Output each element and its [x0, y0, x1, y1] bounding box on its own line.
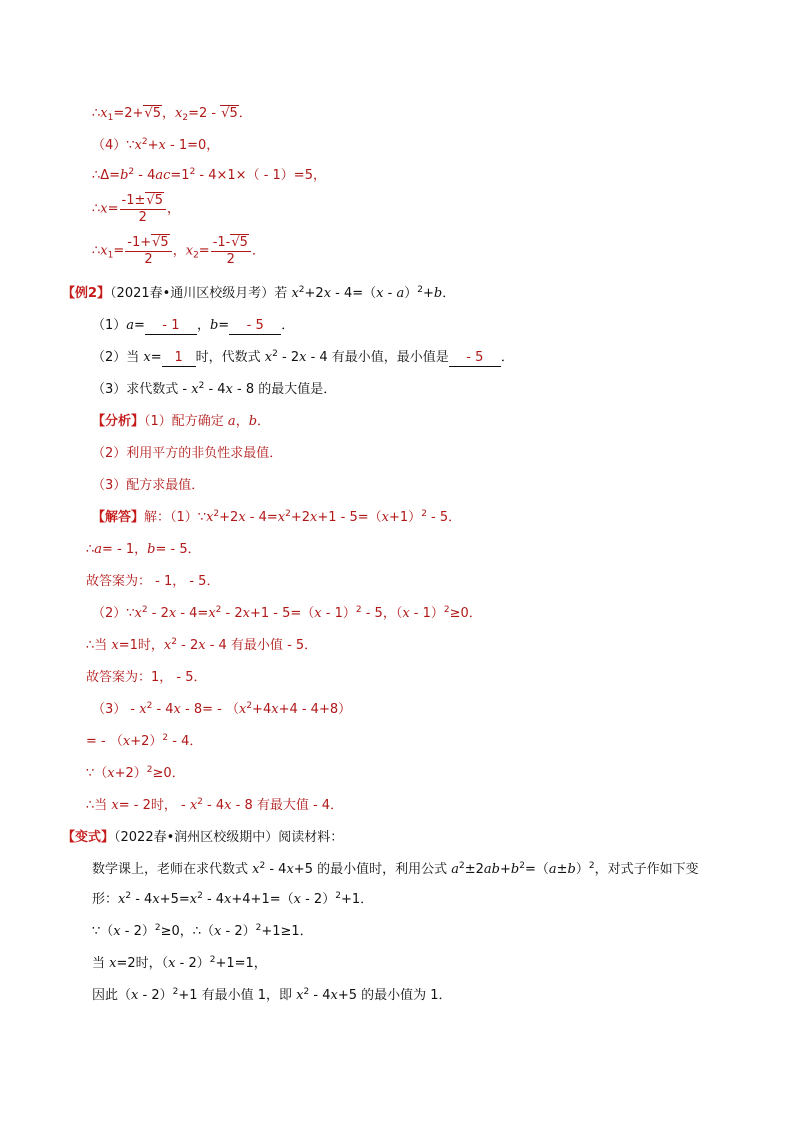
analysis-line-2: （2）利用平方的非负性求最值． [92, 446, 283, 461]
answer-blank-a: - 1 [145, 318, 197, 335]
example-2-part2: （2）当 x= 1 时，代数式 $x^2 - 2x - 4$ 有最小值，最小值是 - 5 ． [92, 349, 514, 365]
solution-part3-step1: $(3) - x^2 - 4x - 8= - (x^2+4x+4 - 4+8)$ [92, 701, 352, 717]
reading-material-line-2: 形：$x^2 - 4x+5=x^2 - 4x+4+1=(x - 2)^2+1$． [92, 891, 374, 907]
solution-part1-values: ∴a= - 1，b= - 5． [86, 542, 201, 557]
fraction: $\frac{-1+√5}{2}$ [125, 234, 171, 268]
fraction: $\frac{-1-√5}{2}$ [211, 234, 251, 268]
example-2-part3: （3）求代数式 - $x^2 - 4x - 8$ 的最大值是． [92, 381, 337, 397]
sqrt-symbol: √5 [221, 106, 238, 121]
solution-line-roots-fractions: $\therefore x_1=$ $\frac{-1+√5}{2}$ ，$x_2=$ $\frac{-1-√5}{2}$ ． [92, 235, 265, 267]
reading-material-line-4: 当 x=2时，（x - 2）$^2$+1=1， [92, 955, 267, 971]
example-label: 【例2】 [62, 286, 111, 301]
analysis-label: 【分析】 [92, 414, 145, 429]
solution-part1-completing-square: 【解答】解：$(1)\because x^2+2x - 4=x^2+2x+1 - 5=(x+1)^2 - 5$． [92, 509, 462, 525]
solution-part2-minimum: ∴当 x=1时，$x^2 - 2x - 4$ 有最小值 - 5． [86, 637, 318, 653]
sqrt-symbol: √5 [144, 106, 161, 121]
answer-blank-b: - 5 [229, 318, 281, 335]
example-2-heading: 【例2】（2021春•通川区校级月考）若 $x^2+2x - 4=(x - a)^2+b$． [62, 285, 456, 301]
answer-blank-x: 1 [162, 350, 196, 367]
sqrt-symbol: √5 [231, 235, 248, 250]
fraction: $\frac{-1\pm√5}{2}$ [120, 192, 166, 226]
therefore-symbol: ∴ [92, 106, 101, 121]
answer-blank-min: - 5 [449, 350, 501, 367]
solution-part3-maximum: ∴当 x= - 2时， - $x^2 - 4x - 8$ 有最大值 - 4． [86, 797, 344, 813]
reading-material-line-5: 因此（x - 2）$^2$+1 有最小值 1，即 $x^2 - 4x+5$ 的最小值为 1． [92, 987, 452, 1003]
solution-line-discriminant: $\therefore\Delta=b^2 - 4ac=1^2 - 4\times 1\times( - 1)=5$， [92, 167, 326, 183]
solution-label: 【解答】 [92, 510, 145, 525]
example-2-part1: （1）a= - 1 ，b= - 5 ． [92, 318, 295, 333]
variation-label: 【变式】 [62, 830, 115, 845]
sqrt-symbol: √5 [146, 193, 163, 208]
analysis-line-3: （3）配方求最值． [92, 478, 205, 493]
solution-line-quadratic-formula: ∴x= $\frac{-1\pm√5}{2}$ ， [92, 193, 180, 225]
solution-part3-step3: $\because(x+2)^2\ge 0$． [86, 765, 185, 781]
analysis-line-1: 【分析】（1）配方确定 a，b． [92, 414, 271, 429]
solution-part3-step2: = - $(x+2)^2 - 4$． [86, 733, 203, 749]
solution-line-roots-x1-x2: $\therefore x_1=2+√5$，$x_2=2 - √5$． [92, 106, 252, 123]
reading-material-line-3: ∵（x - 2）$^2$≥0，∴（x - 2）$^2$+1≥1． [92, 923, 313, 939]
solution-part2-answer: 故答案为：1， - 5． [86, 670, 207, 685]
sqrt-symbol: √5 [152, 235, 169, 250]
variation-heading: 【变式】（2022春•润州区校级期中）阅读材料： [62, 830, 344, 845]
solution-part1-answer: 故答案为： - 1， - 5． [86, 574, 220, 589]
solution-line-part4-equation: $(4)\because x^2+x - 1=0$， [92, 137, 220, 153]
reading-material-line-1: 数学课上，老师在求代数式 $x^2 - 4x+5$ 的最小值时，利用公式 $a^2\pm 2ab+b^2=(a\pm b)^2$，对式子作如下变 [92, 861, 699, 877]
solution-part2-completing-square: $(2)\because x^2 - 2x - 4=x^2 - 2x+1 - 5=(x - 1)^2 - 5$，（x - 1）$^2$≥0． [92, 605, 482, 621]
